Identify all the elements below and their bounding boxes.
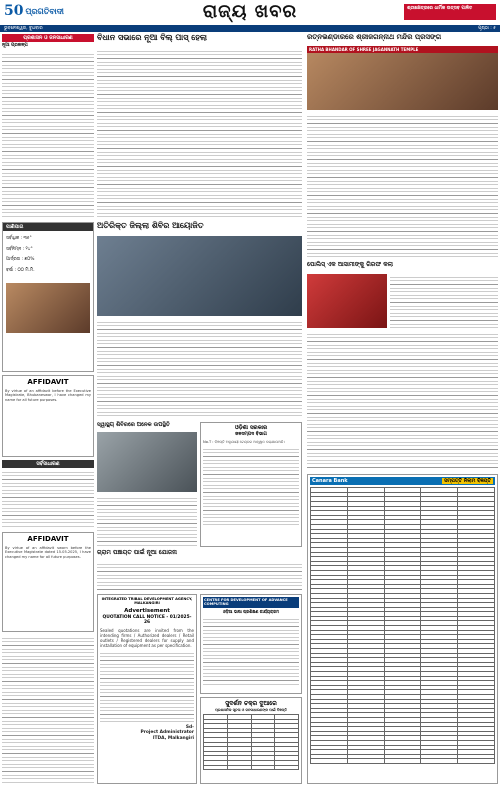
bottom-table-ad: [200, 697, 302, 784]
affidavit-1-title: AFFIDAVIT: [27, 378, 69, 386]
tender-ad: [200, 422, 302, 547]
police-text-right: [390, 274, 498, 328]
left-article-text: [2, 51, 94, 219]
table-row: [204, 765, 299, 770]
centre-photo: [97, 236, 302, 316]
itda-officer: Project Administrator: [140, 730, 194, 736]
weather-row: ଆର୍ଦ୍ରତା : ୭୦%: [6, 257, 35, 263]
top-article-text: [97, 48, 302, 218]
left-column-header: ପ୍ରଶାସନ ଓ ଜନସାଧାରଣ: [2, 34, 94, 42]
tender-title: ଓଡ଼ିଶା ସରକାର: [234, 425, 268, 431]
weather-row: ସର୍ବାଧିକ : ୩୫°: [6, 236, 32, 242]
canara-bank-ad: [307, 474, 498, 784]
itda-ad-title: Advertisement: [124, 607, 170, 614]
canara-title: Canara Bank: [312, 478, 348, 484]
weather-row: ବର୍ଷା : ୦୦ ମି.ମି.: [6, 267, 35, 273]
dateline: [0, 25, 500, 32]
centre-article-text: [97, 319, 302, 419]
bottom-ad-subtitle: ପ୍ରଶାସନିକ ସୂଚନା ଓ ଜନସାଧାରଣଙ୍କ ପାଇଁ ବିଜ୍ଞପ୍ତି: [215, 707, 287, 712]
itda-title: INTEGRATED TRIBAL DEVELOPMENT AGENCY, MALKANGIRI: [101, 597, 193, 606]
bottom-ad-title: ସୁଦର୍ଶନ ଚକ୍ର ଦୁଆରେ: [225, 700, 277, 707]
weather-graphic: [6, 283, 90, 333]
tender-body: [203, 446, 299, 526]
mid-left-photo: [97, 432, 197, 492]
mid-left-headline: ସ୍ୱାସ୍ଥ୍ୟ ଶିବିରରେ ଅନେକ ଉପସ୍ଥିତି: [97, 422, 170, 428]
date-text: ଭୁବନେଶ୍ୱର, ବୁଧବାର: [4, 26, 43, 31]
temple-banner: RATHA BHANDAR OF SHREE JAGANNATH TEMPLE: [307, 46, 498, 53]
itda-body: Sealed quotations are invited from the intending firms / Authorized dealers / Retail outlets / Registered dealers for supply and installation of equipment as per specification.: [100, 627, 194, 648]
cdac-title: CENTRE FOR DEVELOPMENT OF ADVANCE COMPUTING: [203, 597, 299, 608]
page-number: ପୃଷ୍ଠା : ୫: [478, 26, 496, 31]
bottom-ad-table: [203, 714, 299, 770]
tender-notice: No.T : ବିଜ୍ଞପ୍ତି ଅନୁଯାୟୀ ଟେଣ୍ଡର ଆହ୍ୱାନ କରାଯାଉଅଛି।: [203, 439, 285, 444]
affidavit-1-body: By virtue of an affidavit before the Executive Magistrate, Bhubaneswar, I have changed my name for all future purposes.: [5, 388, 91, 402]
newspaper-logo: [4, 3, 64, 21]
tender-subtitle: ଜଳସମ୍ପଦ ବିଭାଗ: [235, 431, 267, 437]
masthead: [0, 0, 500, 24]
left-column: [2, 34, 94, 786]
cdac-subtitle: ଓଡ଼ିଆ ଭାଷା ପ୍ରଶିକ୍ଷଣ କାର୍ଯ୍ୟକ୍ରମ: [222, 608, 280, 614]
classified-text: [2, 635, 94, 785]
notice-header: ସର୍ବସାଧାରଣ: [2, 460, 94, 468]
logo-fifty: 50: [4, 3, 24, 19]
main-area: [97, 34, 498, 786]
itda-signature: [100, 725, 194, 742]
canara-notice: ସମ୍ପତ୍ତି ନିଲାମ ବିଜ୍ଞପ୍ତି: [444, 478, 491, 484]
table-row: [311, 759, 495, 764]
section-title: ରାଜ୍ୟ ଖବର: [202, 1, 298, 22]
cdac-body: [203, 616, 299, 686]
bottom-mid-headline: ଗ୍ରାମ ପଞ୍ଚାୟତ ପାଇଁ ନୂଆ ଯୋଜନା: [97, 549, 177, 556]
affidavit-2-title: AFFIDAVIT: [27, 535, 69, 543]
right-article-text: [307, 113, 498, 259]
top-headline: ବିଧାନ ସଭାରେ ନୂଆ ବିଲ୍ ପାସ୍ ହେଲା: [97, 33, 208, 42]
right-column-headline: ପୋଲିସ୍ ଏକ ଆସାମୀଙ୍କୁ ଗିରଫ କଲା: [307, 261, 393, 268]
itda-notice: QUOTATION CALL NOTICE - 01/2025-26: [102, 614, 192, 626]
itda-ad: [97, 594, 197, 784]
canara-table: [310, 487, 495, 764]
affidavit-1: [2, 375, 94, 457]
police-photo: [307, 274, 387, 328]
centre-headline: ଅତିରିକ୍ତ ଜିଲ୍ଲା ଶିବିର ଆୟୋଜିତ: [97, 221, 204, 230]
weather-title: ପାଣିପାଗ: [3, 223, 93, 231]
itda-office: ITDA, Malkangiri: [152, 735, 194, 741]
left-subhead: ନୂଆ ପ୍ରକଳ୍ପ: [2, 43, 28, 48]
weather-row: ସର୍ବନିମ୍ନ : ୨୪°: [6, 246, 33, 252]
affidavit-2-body: By virtue of an affidavit sworn before the Executive Magistrate dated 15.05.2025, I have changed my name for all future purposes.: [5, 545, 91, 559]
logo-paper-name: ପ୍ରଗତିବାଦୀ: [25, 6, 64, 16]
cdac-ad: [200, 594, 302, 694]
masthead-tagline: ଶ୍ରୀକ୍ଷେତ୍ରରେ ଧାର୍ମିକ ଉତ୍ସବ ପାଳିତ: [404, 4, 496, 20]
mid-left-text: [97, 495, 197, 547]
weather-rows: [3, 231, 93, 279]
affidavit-2: [2, 532, 94, 632]
right-headline: ରତ୍ନଭଣ୍ଡାରରେ ଶ୍ରୀଜଗନ୍ନାଥ ମନ୍ଦିର ପ୍ରସଙ୍ଗ: [307, 33, 442, 41]
notice-text: [2, 469, 94, 529]
itda-sign: Sd-: [185, 724, 194, 730]
police-article-text: [307, 331, 498, 471]
bottom-mid-text: [97, 561, 302, 591]
temple-event-photo: [307, 46, 498, 110]
itda-more-text: [100, 650, 194, 722]
weather-box: [2, 222, 94, 372]
canara-header: [310, 477, 495, 485]
